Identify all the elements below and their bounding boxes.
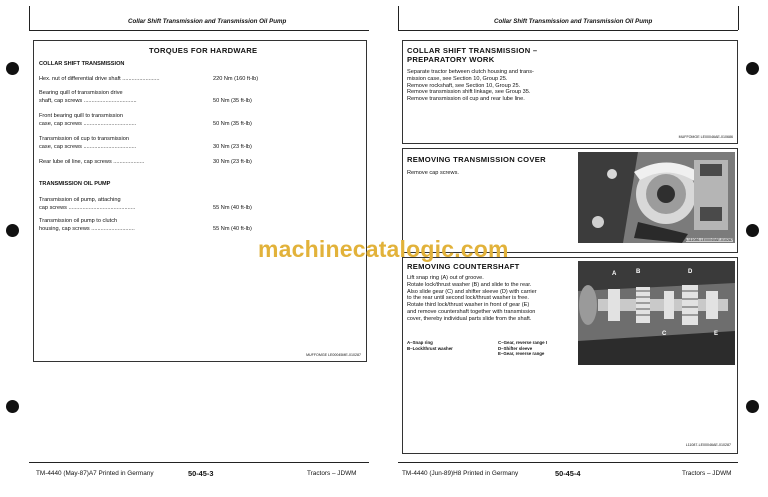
footer-doc: TM-4440 (Jun-89)H8 Printed in Germany	[402, 470, 519, 477]
torque-value-5: 30 Nm (23 ft-lb)	[213, 159, 252, 165]
pump-row-2: Transmission oil pump to clutch housing, cap screws ............................	[39, 218, 135, 232]
pump-value-1: 55 Nm (40 ft-lb)	[213, 205, 252, 211]
binder-hole-bottom	[6, 400, 19, 413]
torque-value-1: 220 Nm (160 ft-lb)	[213, 76, 259, 82]
torque-value-4: 30 Nm (23 ft-lb)	[213, 144, 252, 150]
torque-row-2: Bearing quill of transmission drive shaft, cap screws ..................................	[39, 90, 137, 104]
legend-left: A–Snap ring B–Lock/thrust washer	[407, 340, 453, 351]
binder-hole-top	[6, 62, 19, 75]
torque-box	[33, 40, 367, 362]
watermark: machinecatalogic.com	[258, 236, 509, 262]
header-rule	[398, 30, 738, 31]
prep-box	[402, 40, 738, 144]
photo-letter-a: A	[612, 271, 617, 277]
countershaft-box	[402, 257, 738, 454]
section-oil-pump: TRANSMISSION OIL PUMP	[39, 181, 111, 187]
header-rule	[29, 30, 369, 31]
cover-photo-code: L111086-LE00040AE-010287	[685, 238, 733, 242]
prep-title: COLLAR SHIFT TRANSMISSION – PREPARATORY WORK	[407, 46, 538, 64]
countershaft-body: Lift snap ring (A) out of groove. Rotate lock/thrust washer (B) and slide to the rear. Also slide gear (C) and shifter sleeve (D) with carrier to the rear until second lock/thrust washer is free. Rotate third lock/thrust washer in front of gear (E) and remove countershaft together with transmission cover, thereby individual parts slide from the shaft.	[407, 275, 537, 322]
prep-ref-code: MUFFOMGE LE00046AE-010686	[678, 135, 733, 139]
torque-value-2: 50 Nm (35 ft-lb)	[213, 98, 252, 104]
page-header: Collar Shift Transmission and Transmission Oil Pump	[128, 18, 287, 25]
footer-page-number: 50-45-4	[555, 469, 581, 478]
footer-series: Tractors – JDWM	[307, 470, 357, 477]
left-margin-rule	[398, 6, 399, 30]
binder-hole-middle	[746, 224, 759, 237]
pump-value-2: 55 Nm (40 ft-lb)	[213, 226, 252, 232]
right-margin-rule	[738, 6, 739, 30]
torque-row-1: Hex. nut of differential drive shaft ........................	[39, 76, 160, 82]
footer-page-number: 50-45-3	[188, 469, 214, 478]
torque-title: TORQUES FOR HARDWARE	[149, 46, 258, 55]
footer-rule	[398, 462, 738, 463]
photo-letter-c: C	[662, 331, 667, 337]
photo-letter-e: E	[714, 331, 719, 337]
cover-title: REMOVING TRANSMISSION COVER	[407, 155, 546, 164]
torque-value-3: 50 Nm (35 ft-lb)	[213, 121, 252, 127]
torque-row-3: Front bearing quill to transmission case, cap screws ..................................	[39, 113, 137, 127]
torque-row-4: Transmission oil cup to transmission case, cap screws ..................................	[39, 136, 137, 150]
section-collar-shift: COLLAR SHIFT TRANSMISSION	[39, 61, 125, 67]
photo-letter-d: D	[688, 269, 693, 275]
cover-body: Remove cap screws.	[407, 170, 459, 176]
legend-right: C–Gear, reverse range I D–Shifter sleeve E–Gear, reverse range	[498, 340, 548, 357]
footer-rule	[29, 462, 369, 463]
countershaft-photo	[578, 261, 735, 365]
transmission-cover-photo	[578, 152, 735, 243]
footer-doc: TM-4440 (May-87)A7 Printed in Germany	[36, 470, 154, 477]
countershaft-photo-code: L11087-LE00046AE-010287	[685, 443, 731, 447]
torque-row-5: Rear lube oil line, cap screws ....................	[39, 159, 145, 165]
pump-row-1: Transmission oil pump, attaching cap screws ...........................................	[39, 197, 136, 211]
torque-ref-code: MUFFOMGE LE00045ME-010287	[306, 353, 361, 357]
countershaft-title: REMOVING COUNTERSHAFT	[407, 262, 520, 271]
prep-body: Separate tractor between clutch housing and trans- mission case, see Section 10, Group 25. Remove rockshaft, see Section 10, Group 25. Remove transmission shift linkage, see Group 35. Remove transmission oil cup and rear lube line.	[407, 69, 534, 103]
left-margin-rule	[29, 6, 30, 30]
binder-hole-middle	[6, 224, 19, 237]
binder-hole-top	[746, 62, 759, 75]
footer-series: Tractors – JDWM	[682, 470, 732, 477]
photo-letter-b: B	[636, 269, 641, 275]
binder-hole-bottom	[746, 400, 759, 413]
page-header: Collar Shift Transmission and Transmission Oil Pump	[494, 18, 653, 25]
